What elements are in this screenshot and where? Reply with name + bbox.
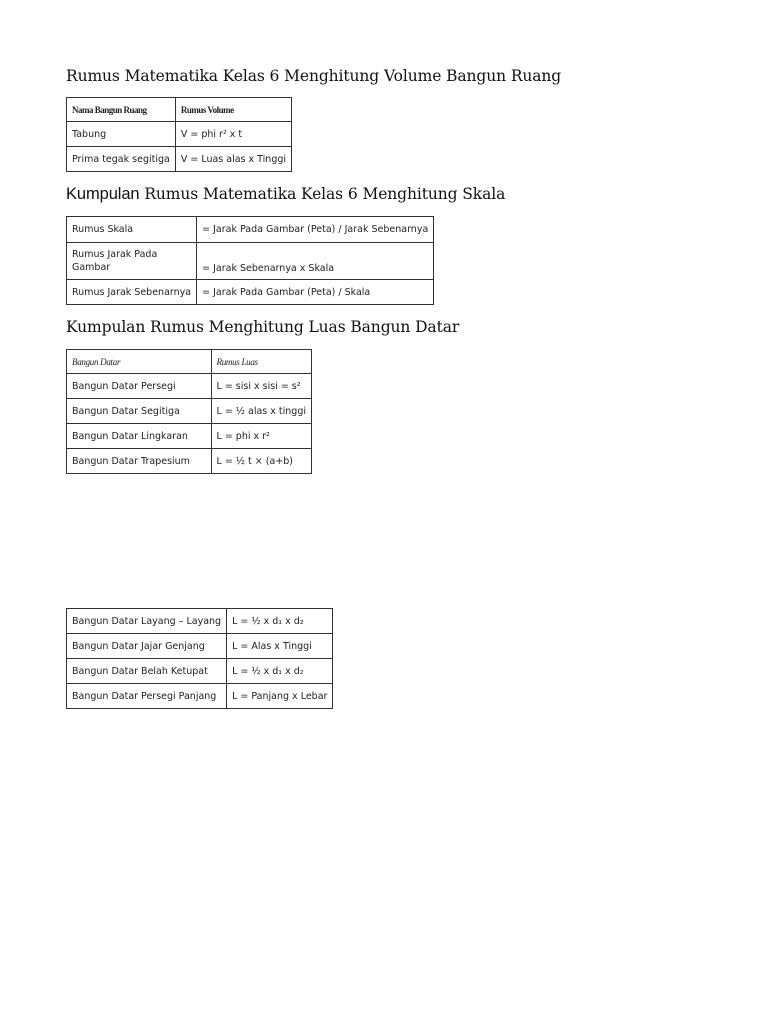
table-cell: L = phi x r² bbox=[211, 424, 312, 449]
table-cell: Bangun Datar Layang – Layang bbox=[67, 609, 227, 634]
table-cell: L = ½ x d₁ x d₂ bbox=[227, 609, 333, 634]
table-cell: Prima tegak segitiga bbox=[67, 147, 176, 172]
table-cell: Bangun Datar Persegi bbox=[67, 374, 212, 399]
volume-section-title: Rumus Matematika Kelas 6 Menghitung Volume Bangun Ruang bbox=[66, 67, 562, 85]
table-cell: L = ½ x d₁ x d₂ bbox=[227, 659, 333, 684]
table-row bbox=[67, 374, 312, 399]
luas-table-continued bbox=[66, 608, 333, 709]
table-header-cell: Bangun Datar bbox=[67, 350, 212, 374]
table-cell: L = ½ t × (a+b) bbox=[211, 449, 312, 474]
table-row bbox=[67, 122, 292, 147]
table-row bbox=[67, 399, 312, 424]
table-header-cell: Rumus Luas bbox=[211, 350, 312, 374]
volume-table bbox=[66, 97, 292, 172]
table-cell: Tabung bbox=[67, 122, 176, 147]
table-cell: Bangun Datar Trapesium bbox=[67, 449, 212, 474]
skala-section-title bbox=[66, 185, 505, 204]
table-cell: = Jarak Sebenarnya x Skala bbox=[197, 243, 434, 280]
table-row bbox=[67, 424, 312, 449]
table-cell: L = ½ alas x tinggi bbox=[211, 399, 312, 424]
table-header-cell: Nama Bangun Ruang bbox=[67, 98, 176, 122]
table-row bbox=[67, 243, 434, 280]
table-cell: Bangun Datar Lingkaran bbox=[67, 424, 212, 449]
table-cell: Bangun Datar Segitiga bbox=[67, 399, 212, 424]
table-row bbox=[67, 659, 333, 684]
skala-title-rest: Rumus Matematika Kelas 6 Menghitung Skala bbox=[139, 185, 506, 203]
table-row bbox=[67, 609, 333, 634]
table-row bbox=[67, 217, 434, 243]
table-cell: Rumus Jarak Sebenarnya bbox=[67, 280, 197, 305]
table-cell: Bangun Datar Belah Ketupat bbox=[67, 659, 227, 684]
table-cell: V = Luas alas x Tinggi bbox=[175, 147, 291, 172]
table-cell: V = phi r² x t bbox=[175, 122, 291, 147]
table-header-row bbox=[67, 98, 292, 122]
table-cell: L = Panjang x Lebar bbox=[227, 684, 333, 709]
table-cell: Bangun Datar Persegi Panjang bbox=[67, 684, 227, 709]
luas-table bbox=[66, 349, 312, 474]
table-cell: L = Alas x Tinggi bbox=[227, 634, 333, 659]
table-row bbox=[67, 684, 333, 709]
skala-table bbox=[66, 216, 434, 305]
table-row bbox=[67, 634, 333, 659]
luas-section-title: Kumpulan Rumus Menghitung Luas Bangun Datar bbox=[66, 318, 460, 336]
table-cell: Bangun Datar Jajar Genjang bbox=[67, 634, 227, 659]
table-cell: Rumus Jarak Pada Gambar bbox=[67, 243, 197, 280]
table-cell: Rumus Skala bbox=[67, 217, 197, 243]
table-header-cell: Rumus Volume bbox=[175, 98, 291, 122]
table-row bbox=[67, 280, 434, 305]
table-cell: = Jarak Pada Gambar (Peta) / Jarak Sebenarnya bbox=[197, 217, 434, 243]
table-cell: L = sisi x sisi = s² bbox=[211, 374, 312, 399]
table-cell: = Jarak Pada Gambar (Peta) / Skala bbox=[197, 280, 434, 305]
skala-title-prefix: Kumpulan bbox=[66, 185, 140, 203]
table-header-row bbox=[67, 350, 312, 374]
table-row bbox=[67, 147, 292, 172]
table-row bbox=[67, 449, 312, 474]
